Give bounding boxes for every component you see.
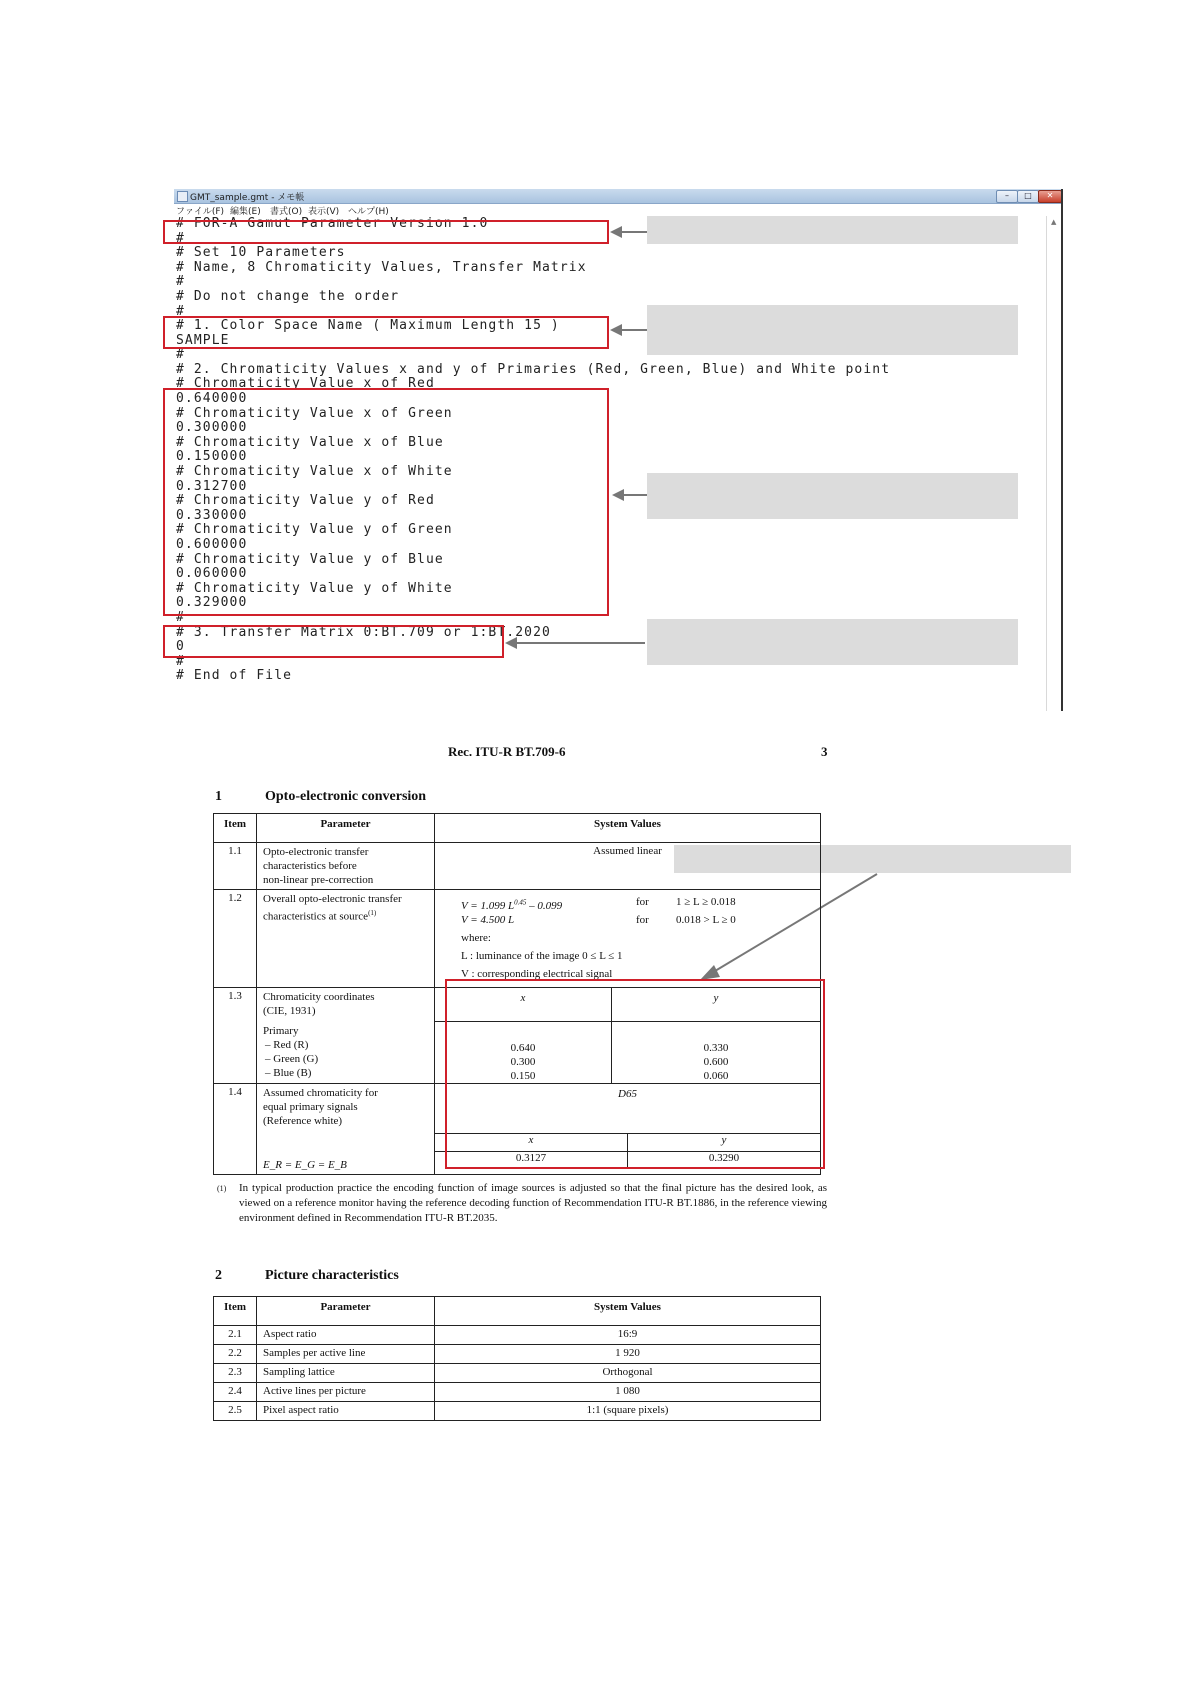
arrow-line (620, 231, 647, 233)
maximize-button[interactable]: □ (1017, 190, 1039, 203)
code-line: 0.329000 (176, 595, 248, 610)
highlight-transfer-matrix (163, 625, 504, 658)
range-text: 1 ≥ L ≥ 0.018 (676, 896, 736, 908)
parameter-text: non-linear pre-correction (263, 874, 374, 886)
column-header: Item (214, 814, 257, 843)
code-line: # (176, 347, 185, 362)
arrow-line (620, 329, 647, 331)
y-label: y (612, 988, 820, 1022)
section-number: 1 (215, 789, 222, 804)
item-number: 2.2 (214, 1345, 257, 1364)
where-label: where: (461, 932, 491, 944)
highlight-color-space-name (163, 316, 609, 349)
code-line: # Chromaticity Value x of White (176, 464, 453, 479)
callout-box (647, 473, 1018, 519)
table-row (214, 1402, 821, 1421)
item-number: 1.3 (214, 988, 257, 1084)
code-line: # Chromaticity Value y of Green (176, 522, 453, 537)
code-line: # Set 10 Parameters (176, 245, 346, 260)
table-row (214, 1345, 821, 1364)
code-line: # (176, 304, 185, 319)
code-line: SAMPLE (176, 333, 230, 348)
callout-box (647, 216, 1018, 244)
menu-edit[interactable]: 編集(E) (230, 207, 261, 217)
value-text: 0.150 (510, 1070, 536, 1082)
value-cell: 1:1 (square pixels) (435, 1402, 821, 1421)
menu-view[interactable]: 表示(V) (308, 207, 340, 217)
close-button[interactable]: ✕ (1038, 190, 1062, 203)
equation-text: V = 1.099 L (461, 899, 515, 912)
value-text: 0.300 (510, 1056, 536, 1068)
item-number: 2.1 (214, 1326, 257, 1345)
highlight-chromaticity-table (445, 979, 825, 1169)
footnote-mark: (1) (217, 1184, 227, 1193)
page-number: 3 (821, 744, 828, 759)
parameter-text: Assumed chromaticity for (263, 1087, 378, 1099)
item-number: 1.2 (214, 890, 257, 988)
column-header: System Values (435, 814, 821, 843)
minimize-button[interactable]: – (996, 190, 1018, 203)
value-cell (435, 890, 821, 988)
value-text: 0.3290 (708, 1152, 740, 1164)
code-line: # Do not change the order (176, 289, 400, 304)
code-line: # (176, 231, 185, 246)
code-line: # 3. Transfer Matrix 0:BT.709 or 1:BT.2020 (176, 625, 551, 640)
value-text: 0.330 (703, 1042, 729, 1054)
footnote-text: In typical production practice the encoding function of image sources is adjusted so that the final picture has the desired look, as viewed on a reference monitor having the reference decoding function of Recommendation ITU-R BT.1886, in the reference viewing environment defined in Recommendation ITU-R BT.2035. (239, 1182, 827, 1224)
menu-help[interactable]: ヘルプ(H) (348, 207, 389, 217)
parameter-cell (257, 843, 435, 890)
window-border (1061, 189, 1063, 711)
value-cell: Assumed linear (435, 843, 821, 890)
parameter-cell (257, 890, 435, 988)
illuminant-label: D65 (435, 1084, 820, 1134)
code-line: # Chromaticity Value x of Red (176, 376, 435, 391)
range-text: 0.018 > L ≥ 0 (676, 914, 736, 926)
item-number: 2.4 (214, 1383, 257, 1402)
code-line: 0.150000 (176, 449, 248, 464)
column-header: Item (214, 1297, 257, 1326)
window-title: GMT_sample.gmt - メモ帳 (190, 193, 305, 203)
x-label: x (435, 988, 611, 1022)
code-line: 0 (176, 639, 185, 654)
section-number: 2 (215, 1268, 222, 1283)
equation-text: – 0.099 (526, 899, 563, 912)
code-line: 0.060000 (176, 566, 248, 581)
for-label: for (636, 914, 649, 926)
parameter-text: characteristics at source (263, 910, 369, 923)
parameter-cell: Pixel aspect ratio (257, 1402, 435, 1421)
code-line: # 2. Chromaticity Values x and y of Primaries (Red, Green, Blue) and White point (176, 362, 891, 377)
parameter-cell: Sampling lattice (257, 1364, 435, 1383)
y-label: y (721, 1134, 727, 1146)
highlight-version-line (163, 220, 609, 244)
code-line: # Name, 8 Chromaticity Values, Transfer Matrix (176, 260, 587, 275)
table-row (214, 1326, 821, 1345)
formula-text: E_R = E_G = E_B (263, 1159, 347, 1171)
item-number: 1.1 (214, 843, 257, 890)
title-bar[interactable] (174, 189, 1063, 204)
column-header: Parameter (257, 1297, 435, 1326)
item-number: 2.3 (214, 1364, 257, 1383)
parameter-cell (257, 1084, 435, 1175)
code-line: 0.330000 (176, 508, 248, 523)
for-label: for (636, 896, 649, 908)
code-line: # (176, 274, 185, 289)
value-cell: 1 920 (435, 1345, 821, 1364)
parameter-text: Opto-electronic transfer (263, 846, 369, 858)
value-text: 0.640 (510, 1042, 536, 1054)
callout-box (647, 619, 1018, 665)
table-row (214, 1364, 821, 1383)
parameter-cell: Samples per active line (257, 1345, 435, 1364)
code-line: # Chromaticity Value x of Green (176, 406, 453, 421)
definition-text: L : luminance of the image 0 ≤ L ≤ 1 (461, 950, 623, 962)
parameter-text: (Reference white) (263, 1115, 343, 1127)
column-header: System Values (435, 1297, 821, 1326)
highlight-chromaticity-values (163, 388, 609, 616)
menu-bar (174, 204, 1063, 216)
equation-row (461, 911, 812, 929)
section-title: Picture characteristics (265, 1268, 399, 1283)
parameter-text-line (263, 906, 428, 924)
callout-box (647, 305, 1018, 355)
code-line: 0.600000 (176, 537, 248, 552)
code-line: # Chromaticity Value y of Red (176, 493, 435, 508)
value-text: 0.600 (703, 1056, 729, 1068)
x-label: x (435, 1134, 628, 1151)
code-line: 0.312700 (176, 479, 248, 494)
value-cell: 16:9 (435, 1326, 821, 1345)
code-line: 0.640000 (176, 391, 248, 406)
code-line: # (176, 654, 185, 669)
item-number: 1.4 (214, 1084, 257, 1175)
exponent: 0.45 (514, 898, 527, 906)
parameter-cell (257, 988, 435, 1084)
column-header: Parameter (257, 814, 435, 843)
arrow-line (622, 494, 647, 496)
document-header: Rec. ITU-R BT.709-6 (448, 744, 566, 759)
code-line: # 1. Color Space Name ( Maximum Length 15 ) (176, 318, 560, 333)
arrow-line (515, 642, 645, 644)
parameter-text: equal primary signals (263, 1101, 358, 1113)
code-line: 0.300000 (176, 420, 248, 435)
picture-characteristics-table (213, 1296, 821, 1421)
table-row (214, 843, 821, 890)
code-line: # FOR-A Gamut Parameter Version 1.0 (176, 216, 489, 231)
menu-format[interactable]: 書式(O) (270, 207, 303, 217)
table-row (214, 1383, 821, 1402)
value-cell: Orthogonal (435, 1364, 821, 1383)
parameter-text: (CIE, 1931) (263, 1005, 316, 1017)
code-line: # Chromaticity Value x of Blue (176, 435, 444, 450)
code-line: # Chromaticity Value y of White (176, 581, 453, 596)
primary-item: – Red (R) (265, 1039, 309, 1051)
code-line: # Chromaticity Value y of Blue (176, 552, 444, 567)
equation-text: V = 4.500 L (461, 914, 515, 926)
equation (461, 900, 562, 912)
primary-item: – Blue (B) (265, 1067, 312, 1079)
primary-item: – Green (G) (265, 1053, 319, 1065)
parameter-text: Chromaticity coordinates (263, 991, 375, 1003)
parameter-text: Overall opto-electronic transfer (263, 893, 402, 905)
scroll-up-arrow-icon[interactable]: ▲ (1051, 218, 1057, 226)
parameter-text: Primary (263, 1025, 299, 1037)
value-cell: 1 080 (435, 1383, 821, 1402)
table-row (214, 890, 821, 988)
parameter-text: characteristics before (263, 860, 357, 872)
equation-row (461, 893, 812, 911)
value-text: 0.3127 (435, 1152, 628, 1169)
menu-file[interactable]: ファイル(F) (176, 207, 225, 217)
definition-text: V : corresponding electrical signal (461, 968, 613, 980)
section-title: Opto-electronic conversion (265, 789, 427, 804)
parameter-cell: Aspect ratio (257, 1326, 435, 1345)
parameter-cell: Active lines per picture (257, 1383, 435, 1402)
code-line: # (176, 610, 185, 625)
notepad-app-icon (177, 191, 188, 202)
item-number: 2.5 (214, 1402, 257, 1421)
value-text: 0.060 (703, 1070, 729, 1082)
code-line: # End of File (176, 668, 293, 683)
footnote-ref: (1) (368, 909, 377, 917)
